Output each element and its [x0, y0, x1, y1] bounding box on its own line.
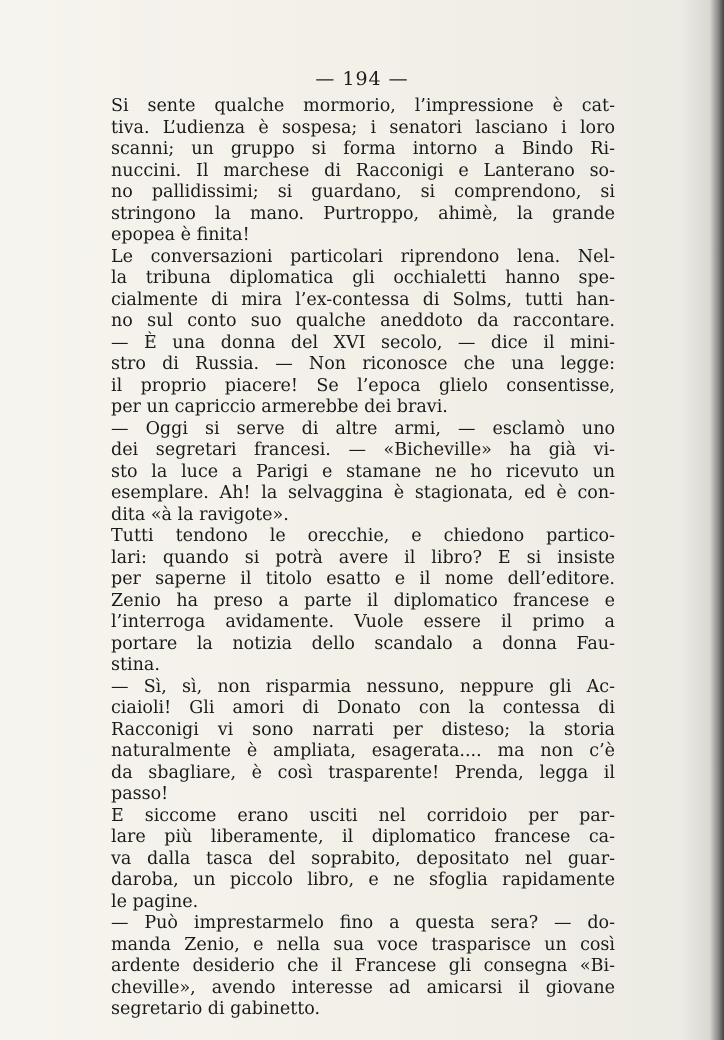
- text-line: l’interroga avidamente. Vuole essere il primo a: [111, 612, 615, 632]
- text-line: — È una donna del XVI secolo, — dice il mini-: [111, 332, 615, 353]
- body-text: [111, 96, 615, 1021]
- text-line: cheville», avendo interesse ad amicarsi il giovane: [111, 977, 615, 998]
- text-line: naturalmente è ampliata, esagerata.... ma non c’è: [111, 741, 615, 761]
- page-edge-shadow: [710, 0, 724, 1040]
- text-line: ciaioli! Gli amori di Donato con la contessa di: [111, 698, 615, 718]
- text-line: Racconigi vi sono narrati per disteso; la storia: [111, 719, 615, 740]
- text-line: tiva. L’udienza è sospesa; i senatori lasciano i loro: [111, 117, 615, 138]
- text-line: sto la luce a Parigi e stamane ne ho ricevuto un: [111, 461, 615, 482]
- text-line: daroba, un piccolo libro, e ne sfoglia rapidamente: [111, 870, 615, 890]
- text-line: Tutti tendono le orecchie, e chiedono partico-: [111, 526, 615, 546]
- text-line: ardente desiderio che il Francese gli consegna «Bi-: [111, 956, 615, 976]
- text-line: lari: quando si potrà avere il libro? E si insiste: [111, 547, 615, 568]
- text-line: la tribuna diplomatica gli occhialetti hanno spe-: [111, 268, 615, 288]
- text-line: per saperne il titolo esatto e il nome dell’editore.: [111, 569, 615, 589]
- text-line: manda Zenio, e nella sua voce trasparisce un così: [111, 934, 615, 955]
- text-line: no sul conto suo qualche aneddoto da raccontare.: [111, 311, 615, 331]
- text-line: stringono la mano. Purtroppo, ahimè, la grande: [111, 203, 615, 224]
- text-line: stro di Russia. — Non riconosce che una legge:: [111, 354, 615, 374]
- text-line: Le conversazioni particolari riprendono lena. Nel-: [111, 246, 615, 267]
- text-line: le pagine.: [111, 891, 199, 912]
- text-line: portare la notizia dello scandalo a donna Fau-: [111, 633, 615, 654]
- text-line: E siccome erano usciti nel corridoio per par-: [111, 805, 615, 826]
- text-line: nuccini. Il marchese di Racconigi e Lanterano so-: [111, 160, 615, 181]
- text-line: lare più liberamente, il diplomatico francese ca-: [111, 827, 615, 847]
- text-line: va dalla tasca del soprabito, depositato nel guar-: [111, 848, 615, 869]
- text-line: esemplare. Ah! la selvaggina è stagionata, ed è con-: [111, 483, 615, 503]
- text-line: stina.: [111, 655, 160, 675]
- text-line: scanni; un gruppo si forma intorno a Bindo Ri-: [111, 139, 615, 159]
- text-line: — Sì, sì, non risparmia nessuno, neppure gli Ac-: [111, 676, 615, 697]
- text-line: cialmente di mira l’ex-contessa di Solms, tutti han-: [111, 289, 615, 310]
- text-line: dei segretari francesi. — «Bicheville» ha già vi-: [111, 440, 615, 460]
- text-line: — Oggi si serve di altre armi, — esclamò uno: [111, 418, 615, 439]
- text-line: epopea è finita!: [111, 225, 250, 245]
- text-line: per un capriccio armerebbe dei bravi.: [111, 397, 448, 417]
- text-line: passo!: [111, 784, 169, 804]
- text-line: Si sente qualche mormorio, l’impressione è cat-: [111, 96, 615, 116]
- text-line: segretario di gabinetto.: [111, 999, 321, 1019]
- text-line: no pallidissimi; si guardano, si comprendono, si: [111, 182, 615, 202]
- text-line: dita «à la ravigote».: [111, 504, 289, 525]
- text-line: Zenio ha preso a parte il diplomatico francese e: [111, 590, 615, 611]
- text-line: — Può imprestarmelo fino a questa sera? — do-: [111, 913, 615, 933]
- text-line: da sbagliare, è così trasparente! Prenda, legga il: [111, 762, 615, 783]
- text-line: il proprio piacere! Se l’epoca glielo consentisse,: [111, 375, 615, 396]
- page-number: — 194 —: [315, 68, 409, 90]
